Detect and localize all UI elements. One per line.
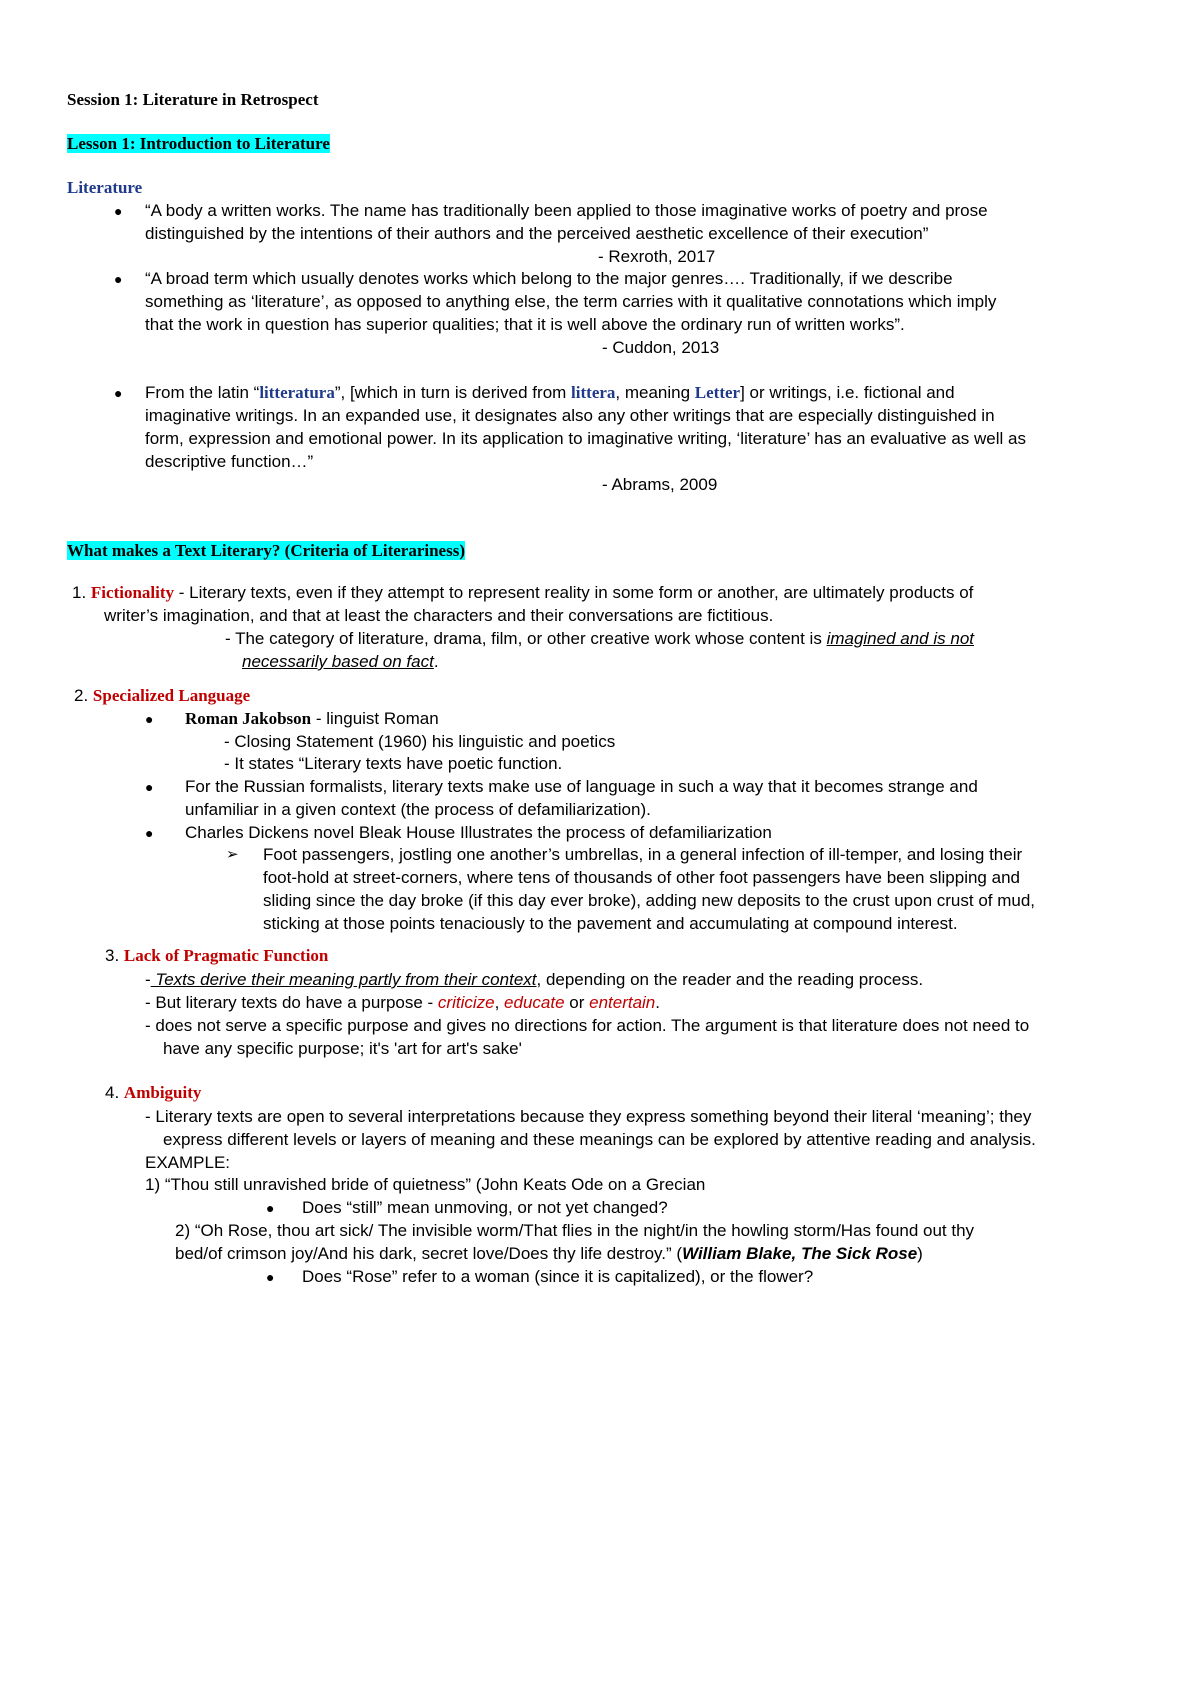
quote-3-text: , meaning — [615, 383, 695, 402]
dickens-excerpt-4: sticking at those points tenaciously to the pavement and accumulating at compound interest. — [263, 914, 958, 933]
quote-3-line-3: form, expression and emotional power. In its application to imaginative writing, ‘literature’ has an evaluative as well as — [145, 429, 1026, 448]
poem-attribution: William Blake, The Sick Rose — [682, 1244, 918, 1263]
ambiguity-line-1: - Literary texts are open to several interpretations because they express something beyond their literal ‘meaning’; they — [145, 1107, 1032, 1126]
criteria-heading — [67, 539, 465, 563]
quote-1-line-1: “A body a written works. The name has traditionally been applied to those imaginative works of poetry and prose — [145, 201, 988, 220]
arrow-bullet-icon: ➢ — [226, 846, 239, 863]
quote-3-line-2: imaginative writings. In an expanded use, it designates also any other writings that are especially distinguished in — [145, 406, 995, 425]
pragmatic-text: or — [564, 993, 590, 1012]
bullet-icon: ● — [114, 271, 123, 287]
lesson-title-text: Lesson 1: Introduction to Literature — [67, 134, 330, 153]
punctuation: ) — [917, 1244, 923, 1263]
bullet-icon: ● — [266, 1269, 275, 1285]
dickens-excerpt-2: foot-hold at street-corners, where tens of thousands of other foot passengers have been slipping and — [263, 868, 1020, 887]
example-2-question: Does “Rose” refer to a woman (since it is capitalized), or the flower? — [302, 1267, 814, 1286]
quote-3-citation: - Abrams, 2009 — [602, 475, 718, 494]
criteria-heading-text: What makes a Text Literary? (Criteria of Literariness) — [67, 541, 465, 560]
fictionality-sub-line-2 — [242, 650, 439, 674]
jakobson-sub-1: - Closing Statement (1960) his linguistic and poetics — [224, 732, 616, 751]
purpose-educate: educate — [504, 993, 565, 1012]
fictionality-sub-text: - The category of literature, drama, film, or other creative work whose content is — [225, 629, 827, 648]
jakobson-text: - linguist Roman — [311, 709, 439, 728]
pragmatic-line-2 — [145, 991, 660, 1015]
punctuation: . — [433, 652, 439, 671]
quote-2-line-2: something as ‘literature’, as opposed to anything else, the term carries with it qualitative connotations which imply — [145, 292, 997, 311]
item-number: 1. — [72, 583, 87, 602]
bullet-icon: ● — [145, 779, 154, 795]
ambiguity-heading — [105, 1081, 201, 1105]
quote-2-citation: - Cuddon, 2013 — [602, 338, 720, 357]
quote-3-line-1 — [145, 381, 955, 405]
dickens-excerpt-3: sliding since the day broke (if this day ever broke), adding new deposits to the crust upon crust of mud, — [263, 891, 1036, 910]
bullet-icon: ● — [114, 385, 123, 401]
lesson-title — [67, 132, 330, 156]
fictionality-sub-line-1 — [225, 627, 974, 651]
dickens-line: Charles Dickens novel Bleak House Illustrates the process of defamiliarization — [185, 823, 772, 842]
example-2-text: bed/of crimson joy/And his dark, secret love/Does thy life destroy.” ( — [175, 1244, 683, 1263]
latin-root: littera — [571, 383, 616, 402]
formalists-line-1: For the Russian formalists, literary texts make use of language in such a way that it becomes strange and — [185, 777, 978, 796]
example-2-line-1: 2) “Oh Rose, thou art sick/ The invisible worm/That flies in the night/in the howling storm/Has found out thy — [175, 1221, 975, 1240]
pragmatic-title: Lack of Pragmatic Function — [123, 946, 329, 965]
bullet-icon: ● — [114, 203, 123, 219]
punctuation: , — [494, 993, 505, 1012]
item-number: 3. — [105, 946, 120, 965]
quote-3-text: From the latin “ — [145, 383, 260, 402]
session-title: Session 1: Literature in Retrospect — [67, 90, 319, 109]
jakobson-sub-2: - It states “Literary texts have poetic function. — [224, 754, 563, 773]
specialized-title: Specialized Language — [92, 686, 251, 705]
pragmatic-line-3: - does not serve a specific purpose and gives no directions for action. The argument is that literature does not need to — [145, 1016, 1030, 1035]
quote-1-citation: - Rexroth, 2017 — [598, 247, 716, 266]
pragmatic-line-1 — [145, 968, 923, 992]
purpose-criticize: criticize — [437, 993, 495, 1012]
quote-3-line-4: descriptive function…” — [145, 452, 314, 471]
pragmatic-text: - But literary texts do have a purpose - — [145, 993, 438, 1012]
pragmatic-heading — [105, 944, 328, 968]
quote-1-line-2: distinguished by the intentions of their authors and the perceived aesthetic excellence of their execution” — [145, 224, 929, 243]
bullet-icon: ● — [145, 711, 154, 727]
pragmatic-line-4: have any specific purpose; it's 'art for art's sake' — [163, 1039, 522, 1058]
literature-heading: Literature — [67, 178, 143, 197]
fictionality-emphasis-2: necessarily based on fact — [242, 652, 434, 671]
fictionality-emphasis: imagined and is not — [826, 629, 974, 648]
jakobson-name: Roman Jakobson — [185, 709, 312, 728]
example-1-question: Does “still” mean unmoving, or not yet changed? — [302, 1198, 668, 1217]
pragmatic-text: , depending on the reader and the reading process. — [536, 970, 924, 989]
latin-term: litteratura — [259, 383, 335, 402]
fictionality-line-2: writer’s imagination, and that at least the characters and their conversations are fictitious. — [104, 606, 774, 625]
formalists-line-2: unfamiliar in a given context (the process of defamiliarization). — [185, 800, 651, 819]
fictionality-text: - Literary texts, even if they attempt to represent reality in some form or another, are ultimately products of — [174, 583, 974, 602]
specialized-heading — [74, 684, 250, 708]
dickens-excerpt-1: Foot passengers, jostling one another’s umbrellas, in a general infection of ill-temper, and losing their — [263, 845, 1023, 864]
purpose-entertain: entertain — [589, 993, 656, 1012]
meaning-term: Letter — [694, 383, 741, 402]
item-number: 4. — [105, 1083, 120, 1102]
quote-3-text: ] or writings, i.e. fictional and — [740, 383, 955, 402]
example-1: 1) “Thou still unravished bride of quietness” (John Keats Ode on a Grecian — [145, 1175, 706, 1194]
example-2-line-2 — [175, 1242, 923, 1266]
punctuation: . — [655, 993, 661, 1012]
quote-2-line-1: “A broad term which usually denotes works which belong to the major genres…. Traditionally, if we describe — [145, 269, 953, 288]
quote-3-text: ”, [which in turn is derived from — [334, 383, 572, 402]
jakobson-line — [185, 707, 439, 731]
fictionality-line-1 — [72, 581, 973, 605]
pragmatic-emphasis: Texts derive their meaning partly from their context — [150, 970, 537, 989]
ambiguity-title: Ambiguity — [123, 1083, 202, 1102]
item-number: 2. — [74, 686, 89, 705]
bullet-icon: ● — [145, 825, 154, 841]
example-label: EXAMPLE: — [145, 1153, 231, 1172]
fictionality-title: Fictionality — [90, 583, 175, 602]
quote-2-line-3: that the work in question has superior qualities; that it is well above the ordinary run of written works”. — [145, 315, 905, 334]
dash: - — [145, 970, 151, 989]
bullet-icon: ● — [266, 1200, 275, 1216]
ambiguity-line-2: express different levels or layers of meaning and these meanings can be explored by attentive reading and analysis. — [163, 1130, 1036, 1149]
